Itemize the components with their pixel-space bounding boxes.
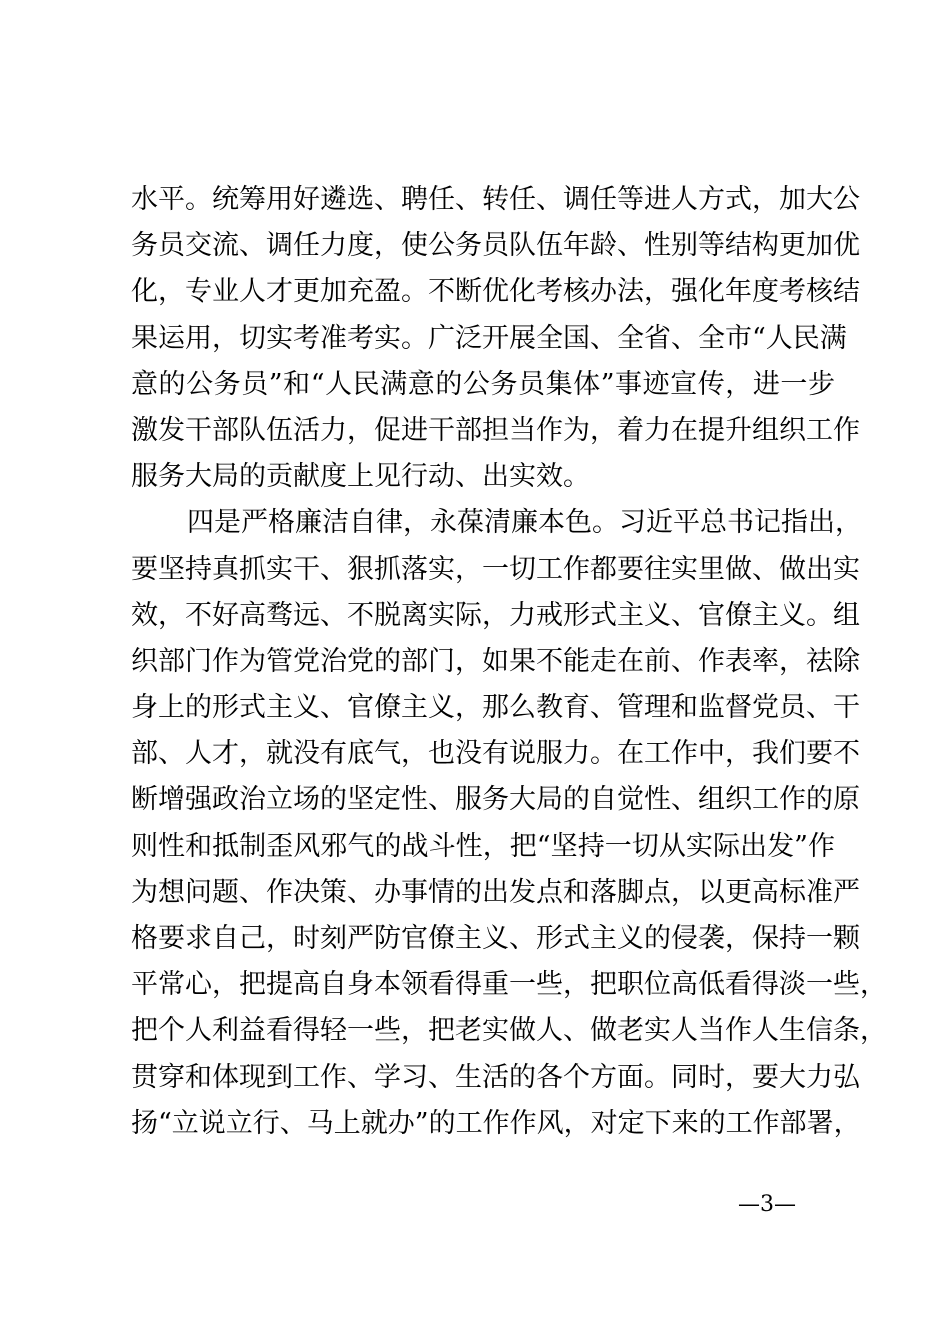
text-line: 效，不好高骛远、不脱离实际，力戒形式主义、官僚主义。组 <box>131 599 860 631</box>
text-line: 部、人才，就没有底气，也没有说服力。在工作中，我们要不 <box>131 738 860 770</box>
text-line: 化，专业人才更加充盈。不断优化考核办法，强化年度考核结 <box>131 276 860 308</box>
text-line: 水平。统筹用好遴选、聘任、转任、调任等进人方式，加大公 <box>131 184 860 215</box>
text-line: 格要求自己，时刻严防官僚主义、形式主义的侵袭，保持一颗 <box>131 923 860 954</box>
paragraph-start-line: 四是严格廉洁自律，永葆清廉本色。习近平总书记指出， <box>187 507 862 539</box>
text-line: 则性和抵制歪风邪气的战斗性，把“坚持一切从实际出发”作 <box>131 830 835 862</box>
text-line: 为想问题、作决策、办事情的出发点和落脚点，以更高标准严 <box>131 876 860 908</box>
text-line: 服务大局的贡献度上见行动、出实效。 <box>131 461 590 493</box>
page-number: —3— <box>738 1192 796 1217</box>
document-body <box>131 177 887 1147</box>
text-line: 激发干部队伍活力，促进干部担当作为，着力在提升组织工作 <box>131 414 860 446</box>
text-line: 断增强政治立场的坚定性、服务大局的自觉性、组织工作的原 <box>131 784 860 816</box>
text-line: 身上的形式主义、官僚主义，那么教育、管理和监督党员、干 <box>131 692 860 724</box>
text-line: 贯穿和体现到工作、学习、生活的各个方面。同时，要大力弘 <box>131 1061 860 1093</box>
text-line: 织部门作为管党治党的部门，如果不能走在前、作表率，祛除 <box>131 645 860 677</box>
text-line: 把个人利益看得轻一些，把老实做人、做老实人当作人生信条， <box>131 1015 887 1047</box>
text-line: 意的公务员”和“人民满意的公务员集体”事迹宣传，进一步 <box>131 368 835 400</box>
text-line: 平常心，把提高自身本领看得重一些，把职位高低看得淡一些， <box>131 969 887 1001</box>
text-line: 务员交流、调任力度，使公务员队伍年龄、性别等结构更加优 <box>131 230 860 262</box>
text-line: 扬“立说立行、马上就办”的工作作风，对定下来的工作部署， <box>131 1107 861 1139</box>
text-line: 要坚持真抓实干、狠抓落实，一切工作都要往实里做、做出实 <box>131 553 860 585</box>
text-line: 果运用，切实考准考实。广泛开展全国、全省、全市“人民满 <box>131 322 847 354</box>
